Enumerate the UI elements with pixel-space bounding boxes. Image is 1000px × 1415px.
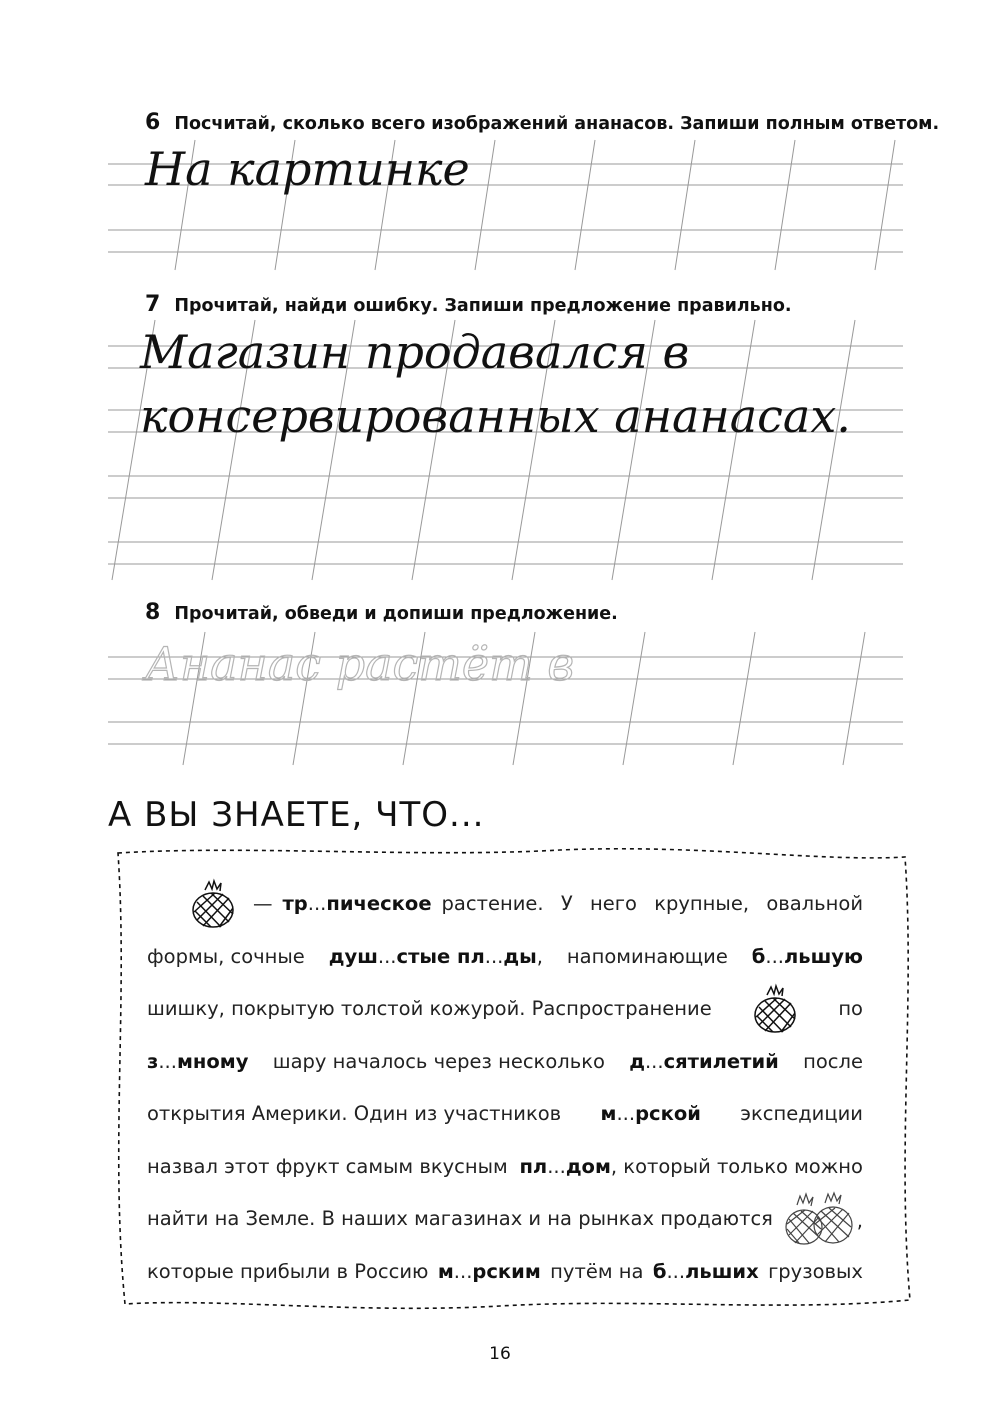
info-text-span: напоминающие xyxy=(566,944,728,968)
task-text: Прочитай, найди ошибку. Запиши предложение правильно. xyxy=(174,296,792,316)
task-text: Прочитай, обведи и допиши предложение. xyxy=(174,604,618,624)
pineapples-pair-icon xyxy=(779,1191,857,1247)
task-text: Посчитай, сколько всего изображений ананасов. Запиши полным ответом. xyxy=(174,114,940,134)
info-text-span: м xyxy=(437,1259,454,1283)
info-text-span: — xyxy=(253,892,273,915)
info-text-span: стые пл xyxy=(396,944,485,968)
info-text-span: сятилетий xyxy=(663,1049,779,1073)
info-line xyxy=(147,1193,863,1246)
info-text-span: рской xyxy=(635,1102,701,1125)
info-line xyxy=(147,878,863,931)
info-text-span: шару началось через несколько xyxy=(272,1049,605,1073)
info-text-span: б xyxy=(652,1259,667,1283)
handwriting-line: Магазин продавался в xyxy=(140,325,690,379)
info-text-span: формы, сочные xyxy=(147,944,305,968)
info-text-span: тр xyxy=(282,892,308,915)
info-text-span: после xyxy=(803,1049,863,1073)
info-text-span: з xyxy=(147,1049,159,1073)
info-text-span: пл xyxy=(519,1154,548,1178)
info-text-span: ... xyxy=(765,944,784,968)
task-number: 8 xyxy=(145,600,161,625)
info-text-span: путём на xyxy=(550,1259,644,1283)
info-text-span: дом xyxy=(565,1154,611,1178)
info-text-span: экспедиции xyxy=(740,1102,863,1125)
info-line xyxy=(147,983,863,1036)
info-text-span: шишку, покрытую толстой кожурой. Распространение xyxy=(147,997,712,1020)
info-text-span: , xyxy=(856,1208,863,1232)
info-text-span: б xyxy=(751,944,766,968)
info-line xyxy=(147,1246,863,1299)
handwriting-line: консервированных ананасах. xyxy=(140,389,851,443)
info-text-span: растение. У него крупные, овальной xyxy=(441,892,863,915)
info-text-span: ... xyxy=(377,944,397,968)
info-text-span: открытия Америки. Один из участников xyxy=(147,1102,562,1125)
info-text-span: душ xyxy=(328,944,378,968)
info-line xyxy=(147,1141,863,1194)
info-text-span: ды xyxy=(503,944,537,968)
info-text-span: м xyxy=(600,1102,617,1125)
page-number: 16 xyxy=(489,1344,511,1364)
task-number: 7 xyxy=(145,292,161,317)
info-text-span: ... xyxy=(484,944,504,968)
info-text-span: д xyxy=(629,1049,645,1073)
info-paragraph xyxy=(147,878,863,1298)
info-text-span: по xyxy=(838,997,863,1020)
info-heading: А ВЫ ЗНАЕТЕ, ЧТО... xyxy=(108,795,485,835)
info-text-span: , который только можно xyxy=(610,1154,863,1178)
info-text-span: ... xyxy=(158,1049,177,1073)
handwriting-line: На картинке xyxy=(145,142,470,196)
info-text-span: грузовых xyxy=(768,1259,863,1283)
info-text-span: найти на Земле. В наших магазинах и на рынках продаются xyxy=(147,1207,773,1230)
info-text-span: ... xyxy=(666,1259,686,1283)
info-text-span: ... xyxy=(453,1259,473,1283)
info-text-span: ... xyxy=(644,1049,664,1073)
trace-handwriting-line: Ананас растёт в xyxy=(145,637,575,691)
info-text-span: ... xyxy=(307,892,327,915)
info-line: формы, сочные душ...стые пл...ды, напоминающие б...льшую xyxy=(147,931,863,984)
task-number: 6 xyxy=(145,110,161,135)
info-text-span: ... xyxy=(547,1154,566,1178)
info-text-span: мному xyxy=(176,1049,249,1073)
info-line xyxy=(147,1088,863,1141)
info-text-span: пическое xyxy=(326,892,432,915)
pineapple-icon xyxy=(749,983,801,1035)
info-text-span: рским xyxy=(472,1259,541,1283)
info-text-span: ... xyxy=(616,1102,636,1125)
info-text-span: льшую xyxy=(783,944,863,968)
info-text-span: льших xyxy=(685,1259,759,1283)
info-text-span: назвал этот фрукт самым вкусным xyxy=(147,1154,508,1178)
info-text-span: которые прибыли в Россию xyxy=(147,1259,429,1283)
pineapple-icon xyxy=(187,878,239,930)
info-line xyxy=(147,1036,863,1089)
